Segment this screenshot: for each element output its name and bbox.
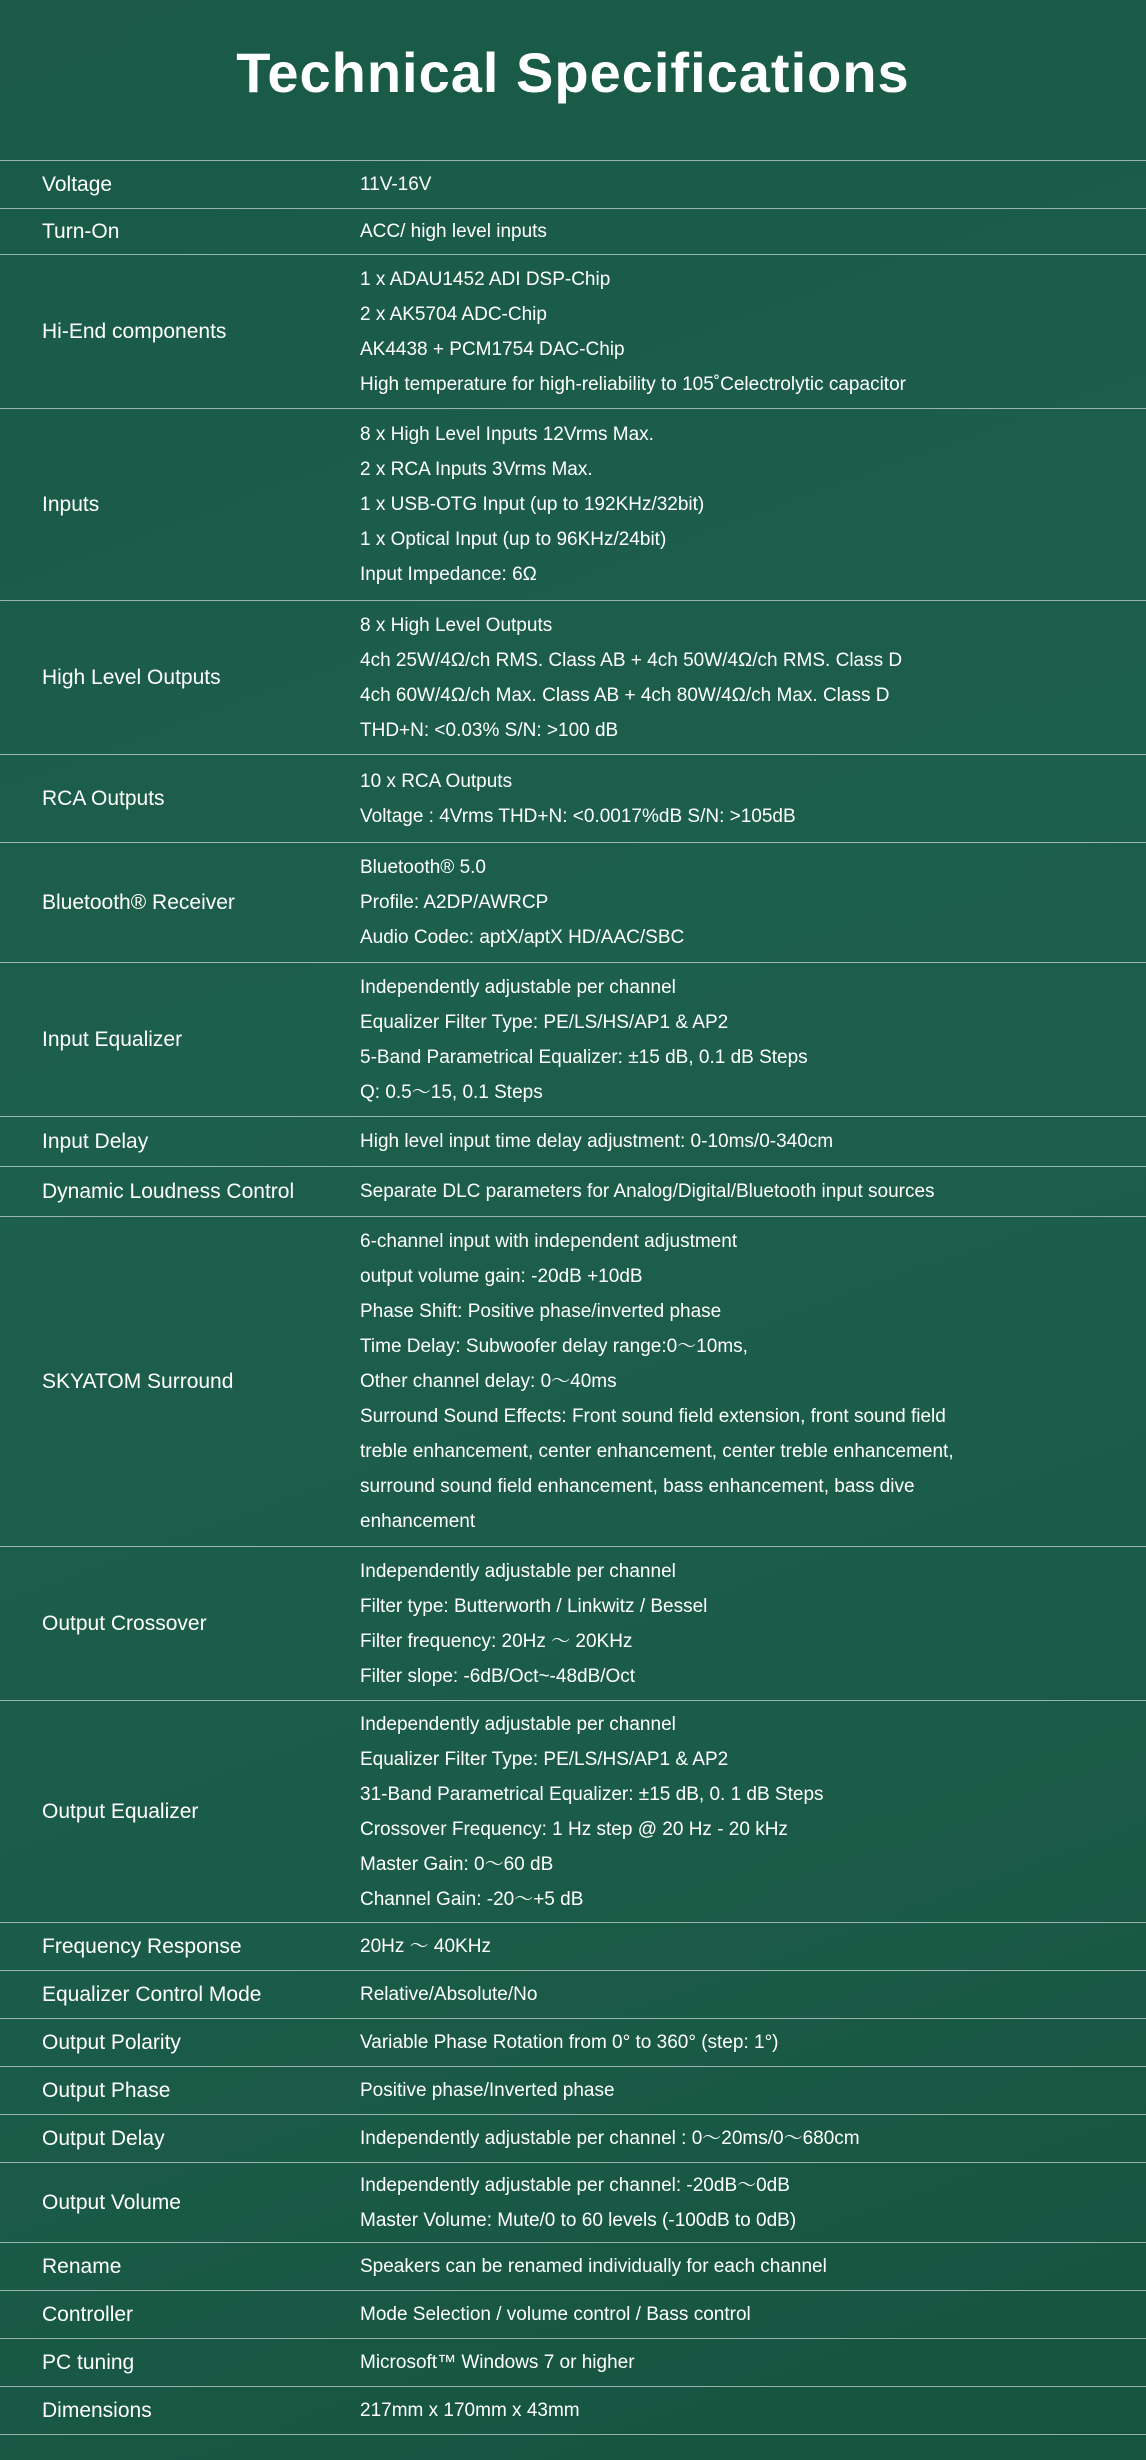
spec-label: Frequency Response — [42, 1934, 242, 1958]
spec-values — [360, 2387, 1146, 2434]
spec-label: Voltage — [42, 172, 113, 196]
spec-row — [0, 2163, 1146, 2243]
spec-value-line: High temperature for high-reliability to 105˚Celectrolytic capacitor — [360, 373, 906, 395]
spec-value-line: 6-channel input with independent adjustment — [360, 1231, 738, 1252]
spec-label: Output Volume — [42, 2190, 181, 2214]
spec-value-line: Equalizer Filter Type: PE/LS/HS/AP1 & AP2 — [360, 1011, 729, 1033]
spec-values — [360, 2339, 1146, 2386]
spec-value-line: Microsoft™ Windows 7 or higher — [360, 2352, 635, 2373]
spec-value-line: High level input time delay adjustment: 0-10ms/0-340cm — [360, 1131, 834, 1152]
spec-value-line: Separate DLC parameters for Analog/Digital/Bluetooth input sources — [360, 1181, 935, 1202]
spec-value-line: 8 x High Level Outputs — [360, 614, 553, 636]
spec-values — [360, 2291, 1146, 2338]
spec-value-line: Voltage : 4Vrms THD+N: <0.0017%dB S/N: >105dB — [360, 805, 796, 827]
spec-row — [0, 255, 1146, 409]
spec-value-line: Filter type: Butterworth / Linkwitz / Bessel — [360, 1595, 708, 1617]
spec-value-line: Independently adjustable per channel — [360, 976, 676, 998]
spec-row — [0, 2019, 1146, 2067]
spec-value-line: enhancement — [360, 1511, 476, 1532]
spec-label: Equalizer Control Mode — [42, 1982, 262, 2006]
spec-value-line: Input Impedance: 6Ω — [360, 564, 537, 585]
spec-row — [0, 963, 1146, 1117]
spec-values — [360, 1923, 1146, 1970]
spec-values — [360, 1168, 1146, 1215]
spec-value-line: 4ch 60W/4Ω/ch Max. Class AB + 4ch 80W/4Ω/ch Max. Class D — [360, 684, 890, 706]
spec-values — [360, 964, 1146, 1116]
spec-value-line: Independently adjustable per channel: -20dB～0dB — [360, 2174, 790, 2196]
spec-row — [0, 161, 1146, 209]
spec-value-line: Audio Codec: aptX/aptX HD/AAC/SBC — [360, 927, 685, 948]
spec-value-line: Q: 0.5〜15, 0.1 Steps — [360, 1081, 543, 1103]
spec-label: RCA Outputs — [42, 786, 165, 810]
spec-value-line: 31-Band Parametrical Equalizer: ±15 dB, 0. 1 dB Steps — [360, 1783, 824, 1805]
spec-value-line: Channel Gain: -20～+5 dB — [360, 1888, 584, 1910]
spec-value-line: 5-Band Parametrical Equalizer: ±15 dB, 0.1 dB Steps — [360, 1046, 808, 1068]
spec-value-line: Master Volume: Mute/0 to 60 levels (-100dB to 0dB) — [360, 2209, 797, 2231]
spec-value-line: Mode Selection / volume control / Bass control — [360, 2304, 751, 2325]
spec-label: Hi-End components — [42, 319, 227, 343]
spec-value-line: 217mm x 170mm x 43mm — [360, 2400, 580, 2421]
spec-value-line: 1 x ADAU1452 ADI DSP-Chip — [360, 268, 611, 290]
spec-label: Rename — [42, 2254, 122, 2278]
spec-values — [360, 1701, 1146, 1923]
spec-row — [0, 1167, 1146, 1217]
spec-values — [360, 256, 1146, 408]
spec-value-line: 8 x High Level Inputs 12Vrms Max. — [360, 424, 654, 445]
spec-label: Input Equalizer — [42, 1027, 183, 1051]
spec-value-line: 2 x AK5704 ADC-Chip — [360, 303, 547, 325]
spec-row — [0, 2339, 1146, 2387]
spec-label: Inputs — [42, 492, 100, 516]
spec-values — [360, 2019, 1146, 2066]
spec-value-line: Positive phase/Inverted phase — [360, 2080, 615, 2101]
spec-values — [360, 844, 1146, 961]
spec-label: Controller — [42, 2302, 134, 2326]
spec-value-line: Other channel delay: 0～40ms — [360, 1371, 617, 1392]
spec-row — [0, 2243, 1146, 2291]
spec-value-line: 1 x Optical Input (up to 96KHz/24bit) — [360, 529, 667, 550]
spec-label: High Level Outputs — [42, 665, 221, 689]
spec-table — [0, 160, 1146, 2435]
spec-value-line: Variable Phase Rotation from 0° to 360° (step: 1°) — [360, 2032, 779, 2053]
spec-value-line: treble enhancement, center enhancement, center treble enhancement, — [360, 1441, 954, 1462]
spec-label: Turn-On — [42, 219, 120, 243]
spec-value-line: Bluetooth® 5.0 — [360, 857, 486, 878]
spec-row — [0, 843, 1146, 963]
spec-value-line: 10 x RCA Outputs — [360, 770, 513, 792]
spec-value-line: Master Gain: 0～60 dB — [360, 1853, 554, 1875]
spec-values — [360, 2162, 1146, 2244]
spec-label: Output Delay — [42, 2126, 165, 2150]
spec-label: Output Polarity — [42, 2030, 181, 2054]
spec-label: Dimensions — [42, 2398, 152, 2422]
spec-label: Output Crossover — [42, 1611, 207, 1635]
spec-row — [0, 1923, 1146, 1971]
page-title: Technical Specifications — [236, 41, 910, 104]
spec-label: Dynamic Loudness Control — [42, 1179, 295, 1203]
spec-value-line: Filter slope: -6dB/Oct~-48dB/Oct — [360, 1665, 636, 1687]
spec-values — [360, 411, 1146, 598]
spec-row — [0, 2387, 1146, 2435]
spec-values — [360, 208, 1146, 255]
spec-value-line: Relative/Absolute/No — [360, 1984, 538, 2005]
spec-row — [0, 1971, 1146, 2019]
spec-label: Output Phase — [42, 2078, 171, 2102]
spec-value-line: 1 x USB-OTG Input (up to 192KHz/32bit) — [360, 494, 705, 515]
spec-values — [360, 2243, 1146, 2290]
spec-value-line: Equalizer Filter Type: PE/LS/HS/AP1 & AP2 — [360, 1748, 729, 1770]
spec-label: Bluetooth® Receiver — [42, 890, 235, 914]
spec-value-line: Profile: A2DP/AWRCP — [360, 892, 549, 913]
spec-value-line: Time Delay: Subwoofer delay range:0～10ms, — [360, 1336, 748, 1357]
spec-label: Output Equalizer — [42, 1799, 199, 1823]
spec-values — [360, 758, 1146, 840]
spec-label: PC tuning — [42, 2350, 135, 2374]
spec-value-line: Filter frequency: 20Hz ～ 20KHz — [360, 1630, 633, 1652]
spec-row — [0, 2067, 1146, 2115]
spec-values — [360, 1548, 1146, 1700]
spec-values — [360, 1971, 1146, 2018]
spec-row — [0, 1701, 1146, 1923]
spec-value-line: Independently adjustable per channel : 0～20ms/0～680cm — [360, 2128, 860, 2149]
spec-value-line: Crossover Frequency: 1 Hz step @ 20 Hz - 20 kHz — [360, 1818, 788, 1840]
spec-values — [360, 161, 1146, 208]
spec-value-line: Phase Shift: Positive phase/inverted phase — [360, 1301, 722, 1322]
spec-row — [0, 601, 1146, 755]
spec-row — [0, 755, 1146, 843]
spec-label: Input Delay — [42, 1129, 149, 1153]
spec-value-line: 2 x RCA Inputs 3Vrms Max. — [360, 459, 593, 480]
spec-value-line: Independently adjustable per channel — [360, 1560, 676, 1582]
spec-value-line: Surround Sound Effects: Front sound field extension, front sound field — [360, 1406, 946, 1427]
spec-row — [0, 1547, 1146, 1701]
spec-values — [360, 602, 1146, 754]
spec-row — [0, 1117, 1146, 1167]
spec-value-line: AK4438 + PCM1754 DAC-Chip — [360, 338, 625, 360]
spec-value-line: ACC/ high level inputs — [360, 221, 547, 242]
spec-row — [0, 409, 1146, 601]
spec-values — [360, 2115, 1146, 2162]
spec-values — [360, 1118, 1146, 1165]
spec-row — [0, 2291, 1146, 2339]
spec-row — [0, 209, 1146, 255]
spec-value-line: 11V-16V — [360, 174, 432, 195]
spec-value-line: surround sound field enhancement, bass enhancement, bass dive — [360, 1476, 915, 1497]
spec-value-line: 4ch 25W/4Ω/ch RMS. Class AB + 4ch 50W/4Ω/ch RMS. Class D — [360, 649, 903, 671]
spec-value-line: THD+N: <0.03% S/N: >100 dB — [360, 719, 619, 741]
spec-label: SKYATOM Surround — [42, 1369, 234, 1393]
spec-values — [360, 2067, 1146, 2114]
spec-value-line: 20Hz ～ 40KHz — [360, 1936, 491, 1957]
spec-row — [0, 2115, 1146, 2163]
spec-values — [360, 1218, 1146, 1545]
spec-value-line: Independently adjustable per channel — [360, 1713, 676, 1735]
spec-value-line: Speakers can be renamed individually for each channel — [360, 2256, 827, 2277]
spec-value-line: output volume gain: -20dB +10dB — [360, 1266, 643, 1287]
spec-row — [0, 1217, 1146, 1547]
